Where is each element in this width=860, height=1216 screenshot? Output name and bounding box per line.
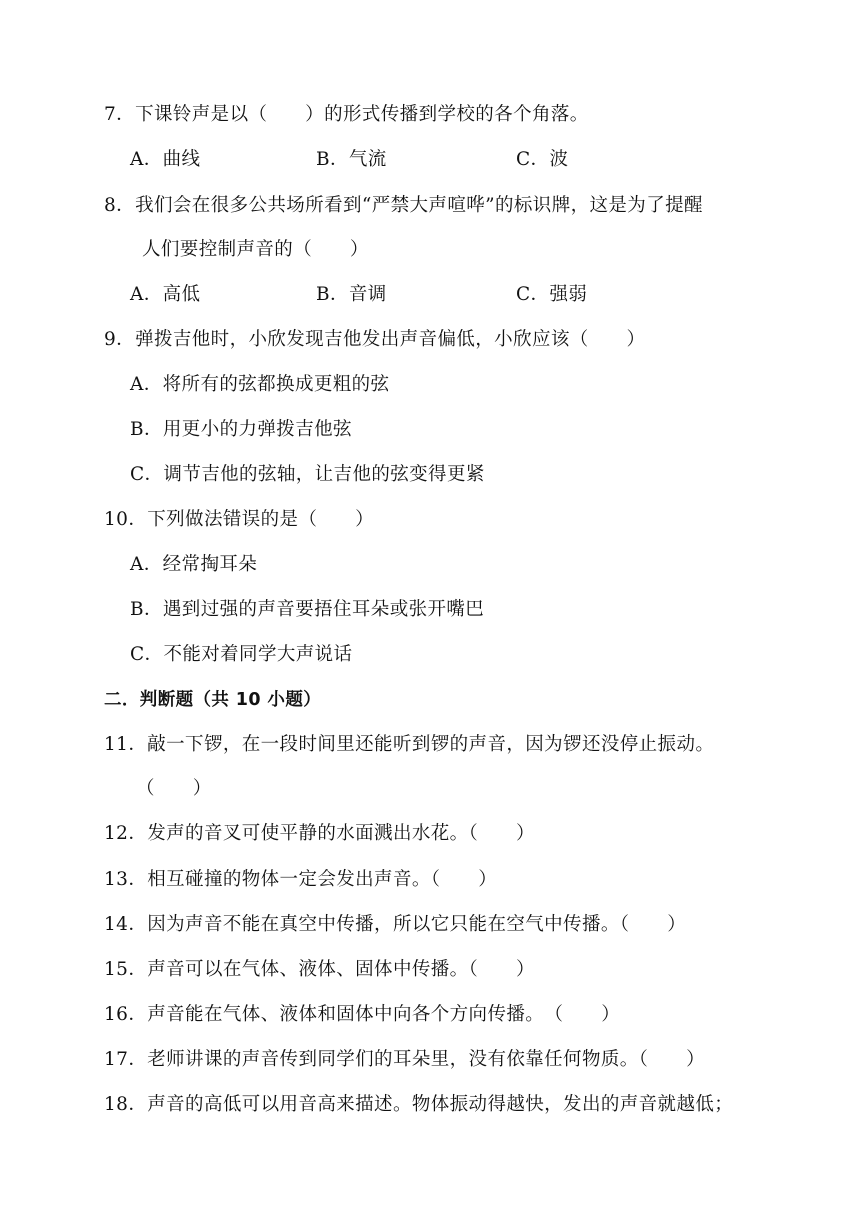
question-11-continued: （ ） [136,778,212,799]
question-8-option-a: A．高低 [130,284,201,305]
question-13: 13．相互碰撞的物体一定会发出声音。（ ） [104,869,498,890]
question-18: 18．声音的高低可以用音高来描述。物体振动得越快，发出的声音就越低； [104,1094,734,1115]
question-16: 16．声音能在气体、液体和固体中向各个方向传播。 （ ） [104,1004,621,1025]
question-8-option-c: C．强弱 [516,284,588,305]
question-10-option-a: A．经常掏耳朵 [130,554,258,575]
question-7-option-b: B．气流 [316,149,387,170]
question-8-option-b: B．音调 [316,284,387,305]
question-9-option-c: C．调节吉他的弦轴，让吉他的弦变得更紧 [130,464,485,485]
question-12: 12．发声的音叉可使平静的水面溅出水花。（ ） [104,823,535,844]
question-7-stem: 7．下课铃声是以（ ）的形式传播到学校的各个角落。 [104,104,589,125]
question-10-option-b: B．遇到过强的声音要捂住耳朵或张开嘴巴 [130,599,485,620]
question-10-stem: 10．下列做法错误的是（ ） [104,509,375,530]
question-11: 11．敲一下锣，在一段时间里还能听到锣的声音，因为锣还没停止振动。 [104,734,715,755]
question-8-options [0,281,860,309]
question-9-option-a: A．将所有的弦都换成更粗的弦 [130,374,390,395]
question-8-stem: 8．我们会在很多公共场所看到“严禁大声喧哗”的标识牌，这是为了提醒 [104,195,703,216]
question-15: 15．声音可以在气体、液体、固体中传播。（ ） [104,959,535,980]
question-9-option-b: B．用更小的力弹拨吉他弦 [130,419,352,440]
question-7-option-c: C．波 [516,149,569,170]
section-title: 二．判断题（共 10 小题） [104,690,322,710]
question-8-stem-continued: 人们要控制声音的（ ） [142,239,369,260]
question-17: 17．老师讲课的声音传到同学们的耳朵里，没有依靠任何物质。（ ） [104,1049,705,1070]
question-10-option-c: C．不能对着同学大声说话 [130,644,353,665]
question-7-options [0,146,860,174]
question-9-stem: 9．弹拨吉他时，小欣发现吉他发出声音偏低，小欣应该（ ） [104,329,646,350]
question-7-option-a: A．曲线 [130,149,201,170]
question-14: 14．因为声音不能在真空中传播，所以它只能在空气中传播。（ ） [104,914,687,935]
